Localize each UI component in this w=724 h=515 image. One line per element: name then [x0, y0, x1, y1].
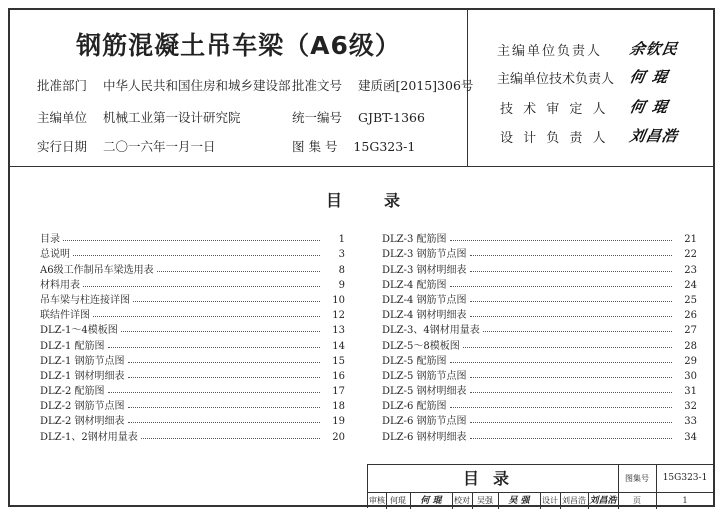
- signature-chief-editor: 余钦民: [628, 40, 680, 58]
- design-name: 刘昌浩: [560, 493, 589, 509]
- toc-entry[interactable]: 联结件详图 12: [40, 310, 345, 322]
- page-title: 钢筋混凝土吊车梁（A6级）: [76, 31, 401, 60]
- toc-title-left: 目: [326, 191, 343, 210]
- info-label: 批准部门: [37, 78, 88, 93]
- signature-design-lead: 刘昌浩: [628, 127, 680, 145]
- title-block-title: 目录: [368, 465, 619, 492]
- check-signature: 吴 强: [498, 493, 541, 509]
- toc-entry[interactable]: DLZ-5 钢材明细表 31: [382, 386, 697, 398]
- info-value: 15G323-1: [353, 139, 416, 154]
- design-signature: 刘昌浩: [588, 493, 619, 509]
- toc-left-column: [40, 230, 345, 443]
- toc-entry[interactable]: DLZ-3 配筋图 21: [382, 234, 697, 246]
- review-name: 何琨: [386, 493, 411, 509]
- approval-department-row: [37, 76, 291, 94]
- info-value: 建质函[2015]306号: [357, 78, 474, 93]
- toc-entry[interactable]: DLZ-6 配筋图 32: [382, 401, 697, 413]
- header-info: [10, 10, 474, 166]
- effective-date-row: [37, 137, 216, 155]
- atlas-value: 15G323-1: [662, 473, 708, 483]
- toc-entry[interactable]: 目录 1: [40, 234, 345, 246]
- info-label: 主编单位: [37, 110, 88, 125]
- toc-entry[interactable]: DLZ-3 钢材明细表 23: [382, 264, 697, 276]
- drawing-frame: [8, 8, 715, 507]
- title-block: [367, 464, 714, 508]
- page-value: 1: [682, 496, 688, 505]
- signature-role: 设 计 负 责 人: [500, 131, 609, 146]
- signature-role: 技 术 审 定 人: [500, 102, 609, 117]
- info-value: 中华人民共和国住房和城乡建设部: [102, 78, 291, 93]
- review-label: 审核: [368, 493, 387, 509]
- toc-entry[interactable]: DLZ-2 钢筋节点图 18: [40, 401, 345, 413]
- info-value: GJBT-1366: [357, 110, 425, 125]
- toc-entry[interactable]: 总说明 3: [40, 249, 345, 261]
- toc-entry[interactable]: DLZ-4 钢筋节点图 25: [382, 294, 697, 306]
- signature-technical-reviewer: 何 琨: [628, 98, 670, 116]
- info-label: 实行日期: [37, 139, 88, 154]
- signature-technical-lead: 何 琨: [628, 68, 670, 86]
- toc-entry[interactable]: DLZ-2 配筋图 17: [40, 386, 345, 398]
- editor-unit-row: [37, 108, 241, 126]
- design-label: 设计: [540, 493, 561, 509]
- check-name: 吴强: [472, 493, 499, 509]
- toc-entry[interactable]: DLZ-1～4模板图 13: [40, 325, 345, 337]
- toc-right-column: [382, 230, 697, 443]
- toc-entry[interactable]: DLZ-4 钢材明细表 26: [382, 310, 697, 322]
- info-label: 统一编号: [292, 110, 343, 125]
- atlas-number-row: [292, 137, 415, 155]
- toc-entry[interactable]: DLZ-6 钢筋节点图 33: [382, 416, 697, 428]
- toc-entry[interactable]: DLZ-3 钢筋节点图 22: [382, 249, 697, 261]
- approval-number-row: [292, 76, 473, 94]
- toc-entry[interactable]: DLZ-6 钢材明细表 34: [382, 431, 697, 443]
- toc-entry[interactable]: DLZ-5～8模板图 28: [382, 340, 697, 352]
- info-label: 批准文号: [292, 78, 343, 93]
- approval-row: [368, 492, 714, 509]
- signature-role: 主编单位技术负责人: [497, 72, 615, 87]
- unified-number-row: [292, 108, 425, 126]
- toc-title-right: 录: [384, 191, 401, 210]
- info-value: 机械工业第一设计研究院: [102, 110, 241, 125]
- info-value: 二〇一六年一月一日: [102, 139, 216, 154]
- info-label: 图 集 号: [292, 139, 338, 154]
- toc-entry[interactable]: DLZ-2 钢材明细表 19: [40, 416, 345, 428]
- toc-entry[interactable]: 吊车梁与柱连接详图 10: [40, 294, 345, 306]
- signature-role: 主编单位负责人: [497, 44, 603, 59]
- toc-entry[interactable]: DLZ-1、2钢材用量表 20: [40, 431, 345, 443]
- review-signature: 何 琨: [410, 493, 453, 509]
- toc-entry[interactable]: DLZ-1 配筋图 14: [40, 340, 345, 352]
- check-label: 校对: [452, 493, 473, 509]
- header: [10, 10, 713, 167]
- toc-entry[interactable]: A6级工作制吊车梁选用表 8: [40, 264, 345, 276]
- toc-entry[interactable]: DLZ-5 钢筋节点图 30: [382, 370, 697, 382]
- atlas-label: 图集号: [618, 465, 657, 492]
- page-label: 页: [618, 493, 657, 509]
- toc-entry[interactable]: DLZ-4 配筋图 24: [382, 279, 697, 291]
- toc-entry[interactable]: DLZ-1 钢材明细表 16: [40, 370, 345, 382]
- toc-entry[interactable]: DLZ-3、4钢材用量表 27: [382, 325, 697, 337]
- toc-entry[interactable]: 材料用表 9: [40, 279, 345, 291]
- toc-entry[interactable]: DLZ-5 配筋图 29: [382, 355, 697, 367]
- toc-entry[interactable]: DLZ-1 钢筋节点图 15: [40, 355, 345, 367]
